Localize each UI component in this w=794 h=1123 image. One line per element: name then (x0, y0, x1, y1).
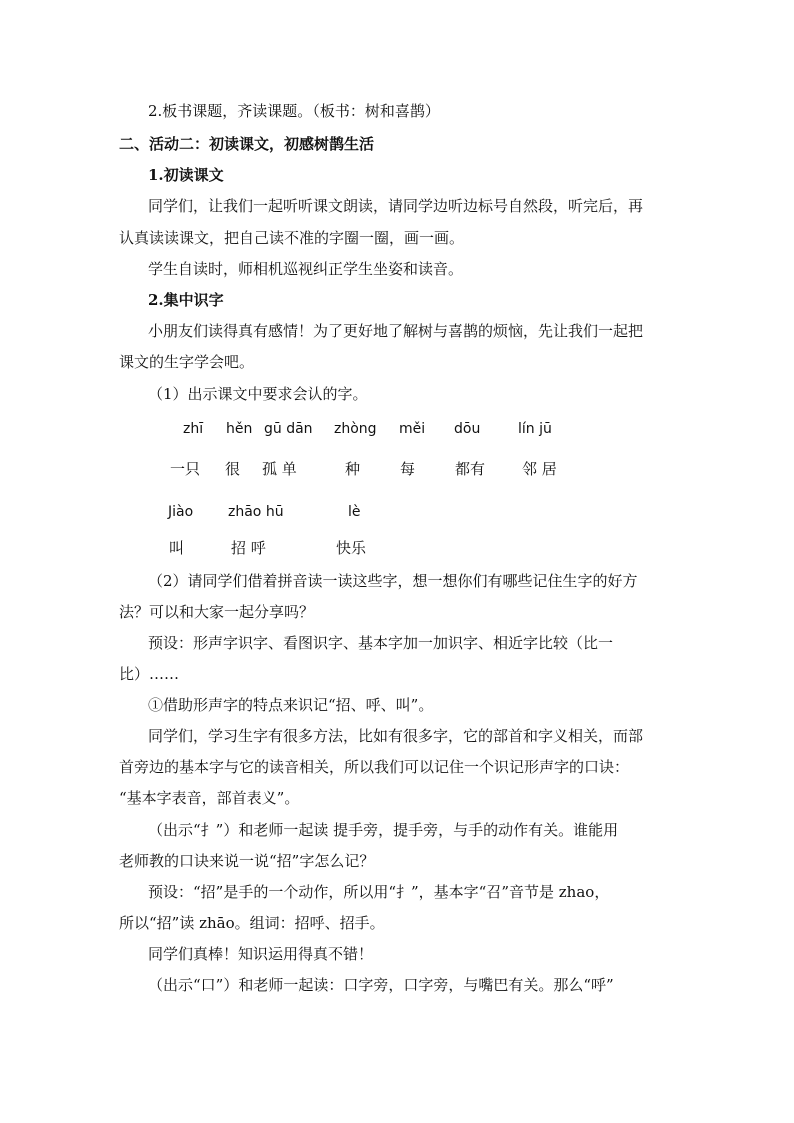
character: 孤 单 (262, 460, 297, 478)
character: 快乐 (336, 539, 367, 557)
pinyin: dōu (454, 421, 481, 437)
character: 一只 (170, 460, 201, 478)
text-line: “基本字表音，部首表义”。 (119, 789, 300, 807)
pinyin: hěn (226, 421, 253, 437)
character: 招 呼 (231, 539, 266, 557)
pinyin: zhāo hū (228, 504, 284, 520)
section-heading: 二、活动二：初读课文，初感树鹊生活 (119, 135, 375, 153)
character: 很 (225, 460, 241, 478)
pinyin: Jiào (168, 504, 194, 520)
subsection-heading: 2.集中识字 (148, 291, 224, 309)
pinyin: lín jū (518, 421, 552, 437)
character: 邻 居 (522, 460, 557, 478)
text-line: 法？可以和大家一起分享吗？ (119, 603, 315, 621)
pinyin: měi (399, 421, 426, 437)
text-line: 预设：形声字识字、看图识字、基本字加一加识字、相近字比较（比一 (148, 634, 614, 652)
text-line: 老师教的口诀来说一说“招”字怎么记？ (119, 852, 375, 870)
character: 都有 (455, 460, 486, 478)
character: 每 (400, 460, 416, 478)
text-line: 同学们真棒！知识运用得真不错！ (148, 945, 374, 963)
text-line: 比）…… (119, 665, 180, 683)
subsection-heading: 1.初读课文 (148, 166, 224, 184)
text-line: ①借助形声字的特点来识记“招、呼、叫”。 (148, 696, 434, 714)
pinyin: lè (348, 504, 361, 520)
text-line: 同学们，学习生字有很多方法，比如有很多字，它的部首和字义相关，而部 (148, 727, 644, 745)
text-line: 首旁边的基本字与它的读音相关，所以我们可以记住一个识记形声字的口诀： (119, 758, 630, 776)
pinyin: gū dān (264, 421, 313, 437)
text-line: （1）出示课文中要求会认的字。 (148, 385, 368, 403)
text-line: 2.板书课题，齐读课题。（板书：树和喜鹊） (148, 102, 440, 120)
pinyin: zhī (183, 421, 204, 437)
text-line: 同学们，让我们一起听听课文朗读，请同学边听边标号自然段，听完后，再 (148, 197, 644, 215)
text-line: （2）请同学们借着拼音读一读这些字，想一想你们有哪些记住生字的好方 (148, 572, 638, 590)
character: 叫 (169, 539, 185, 557)
text-line: 课文的生字学会吧。 (119, 353, 255, 371)
pinyin: zhòng (334, 421, 377, 437)
text-line: （出示“扌”）和老师一起读 提手旁，提手旁，与手的动作有关。谁能用 (148, 821, 619, 839)
text-line: 认真读读课文，把自己读不准的字圈一圈，画一画。 (119, 229, 465, 247)
text-line: 学生自读时，师相机巡视纠正学生坐姿和读音。 (148, 260, 464, 278)
text-line: 预设：“招”是手的一个动作，所以用“扌”，基本字“召”音节是 zhao， (148, 883, 610, 901)
character: 种 (345, 460, 361, 478)
text-line: 所以“招”读 zhāo。组词：招呼、招手。 (119, 914, 385, 932)
text-line: 小朋友们读得真有感情！为了更好地了解树与喜鹊的烦恼，先让我们一起把 (148, 322, 644, 340)
text-line: （出示“口”）和老师一起读：口字旁，口字旁，与嘴巴有关。那么“呼” (148, 976, 614, 994)
